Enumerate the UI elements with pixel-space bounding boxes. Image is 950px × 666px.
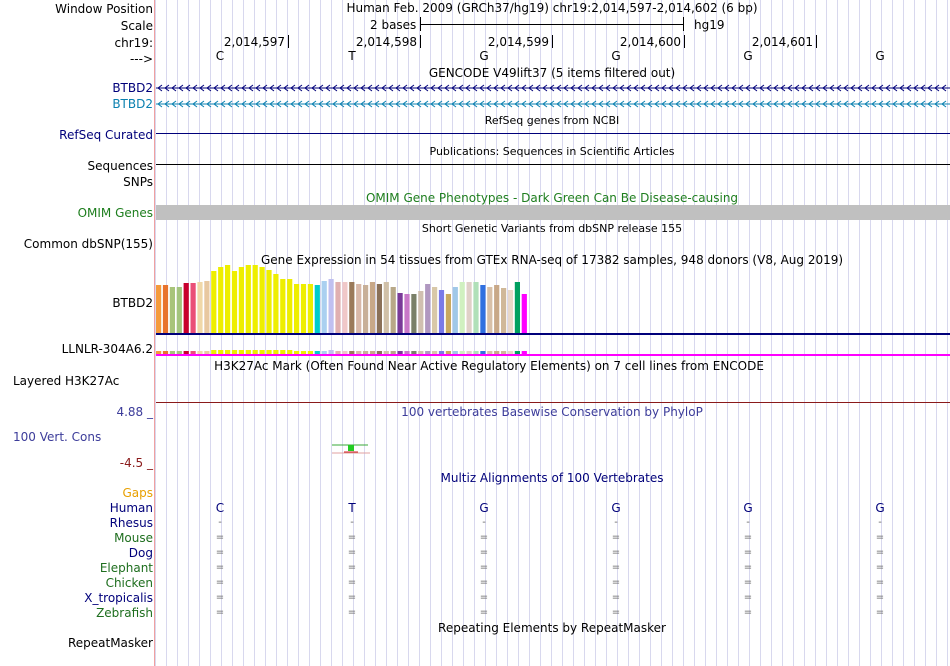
gtex-tissue-bar	[349, 282, 354, 333]
alignment-base-elephant: =	[215, 562, 225, 573]
gtex-tissue-bar	[329, 279, 334, 333]
alignment-base-elephant: =	[875, 562, 885, 573]
alignment-base-zebrafish: =	[743, 607, 753, 618]
gtex-tissue-bar	[473, 282, 478, 333]
alignment-base-chicken: =	[479, 577, 489, 588]
gtex-tissue-bar	[287, 279, 292, 333]
gtex-tissue-bar	[446, 294, 451, 333]
track-label-gaps[interactable]: Gaps	[122, 486, 153, 500]
gtex-baseline	[156, 333, 950, 335]
gtex-tissue-bar	[467, 282, 472, 333]
gtex-tissue-bar	[260, 267, 265, 333]
alignment-base-elephant: =	[611, 562, 621, 573]
base-letter: G	[479, 49, 489, 63]
gtex-tissue-bar	[294, 284, 299, 333]
window-position-text: Human Feb. 2009 (GRCh37/hg19) chr19:2,014,597-2,014,602 (6 bp)	[346, 1, 758, 15]
alignment-base-human: T	[348, 501, 356, 515]
coordinate-tick	[816, 35, 817, 48]
alignment-base-zebrafish: =	[479, 607, 489, 618]
gtex-tissue-bar	[487, 287, 492, 333]
track-label-common-dbsnp[interactable]: Common dbSNP(155)	[23, 237, 153, 251]
repeatmasker-track-title: Repeating Elements by RepeatMasker	[438, 621, 666, 635]
h3k27ac-track-title: H3K27Ac Mark (Often Found Near Active Regulatory Elements) on 7 cell lines from ENCODE	[214, 359, 764, 373]
base-letter: G	[611, 49, 621, 63]
scale-bar	[420, 17, 684, 31]
track-label-omim[interactable]: OMIM Genes	[77, 206, 153, 220]
gtex-tissue-bar	[232, 271, 237, 333]
alignment-base-chicken: =	[875, 577, 885, 588]
alignment-base-human: C	[215, 501, 225, 515]
h3k27ac-baseline[interactable]	[156, 402, 950, 403]
alignment-base-dog: =	[215, 547, 225, 558]
alignment-base-xtrop: =	[479, 592, 489, 603]
alignment-base-dog: =	[875, 547, 885, 558]
gtex-tissue-bar	[156, 285, 161, 333]
gtex-tissue-bar	[432, 287, 437, 333]
gtex-tissue-bar	[335, 282, 340, 333]
alignment-base-rhesus: -	[614, 517, 618, 528]
gtex-tissue-bar	[211, 271, 216, 333]
dbsnp-track-title: Short Genetic Variants from dbSNP release 155	[421, 222, 683, 235]
refseq-track-title: RefSeq genes from NCBI	[484, 114, 620, 127]
gtex-tissue-bar	[239, 267, 244, 333]
track-label-btbd2-b[interactable]: BTBD2	[112, 97, 153, 111]
gtex-tissue-bar	[266, 270, 271, 333]
alignment-base-rhesus: -	[218, 517, 222, 528]
alignment-base-human: G	[743, 501, 753, 515]
omim-gene-bar[interactable]	[156, 205, 950, 220]
gtex-tissue-bar	[315, 285, 320, 333]
coordinate-label: 2,014,600	[619, 35, 681, 49]
gtex-expression-bars[interactable]	[156, 266, 950, 336]
cons-max-label: 4.88 _	[116, 405, 153, 419]
gtex-tissue-bar	[425, 284, 430, 333]
track-label-snps[interactable]: SNPs	[123, 175, 153, 189]
alignment-base-chicken: =	[215, 577, 225, 588]
alignment-base-dog: =	[347, 547, 357, 558]
species-label-mouse[interactable]: Mouse	[114, 531, 153, 545]
coordinate-label: 2,014,599	[487, 35, 549, 49]
gtex-tissue-bar	[280, 279, 285, 333]
gtex-tissue-bar	[342, 282, 347, 333]
gtex-tissue-bar	[501, 288, 506, 333]
alignment-base-chicken: =	[347, 577, 357, 588]
gtex-tissue-bar	[301, 284, 306, 333]
label-strand: --->	[129, 52, 153, 66]
gtex-tissue-bar	[522, 294, 527, 333]
alignment-base-elephant: =	[479, 562, 489, 573]
llnlr-baseline	[156, 354, 950, 356]
alignment-base-chicken: =	[743, 577, 753, 588]
alignment-base-rhesus: -	[350, 517, 354, 528]
gtex-tissue-bar	[460, 282, 465, 333]
alignment-base-human: G	[479, 501, 489, 515]
alignment-base-xtrop: =	[875, 592, 885, 603]
alignment-base-human: G	[875, 501, 885, 515]
gtex-tissue-bar	[515, 282, 520, 333]
alignment-base-rhesus: -	[746, 517, 750, 528]
alignment-base-human: G	[611, 501, 621, 515]
gtex-tissue-bar	[508, 290, 513, 333]
species-label-rhesus[interactable]: Rhesus	[109, 516, 153, 530]
phylop-signal[interactable]	[330, 444, 372, 456]
publications-line[interactable]	[156, 164, 950, 165]
alignment-base-mouse: =	[215, 532, 225, 543]
gencode-track-title: GENCODE V49lift37 (5 items filtered out)	[428, 66, 676, 80]
alignment-base-xtrop: =	[347, 592, 357, 603]
alignment-base-zebrafish: =	[875, 607, 885, 618]
alignment-base-zebrafish: =	[215, 607, 225, 618]
gtex-tissue-bar	[253, 265, 258, 333]
track-label-cons[interactable]: 100 Vert. Cons	[13, 430, 102, 444]
coordinate-tick	[552, 35, 553, 48]
gtex-track-title: Gene Expression in 54 tissues from GTEx RNA-seq of 17382 samples, 948 donors (V8, Aug 2019)	[260, 253, 844, 267]
alignment-base-xtrop: =	[611, 592, 621, 603]
alignment-base-xtrop: =	[215, 592, 225, 603]
gtex-tissue-bar	[418, 291, 423, 333]
gtex-tissue-bar	[480, 285, 485, 333]
gtex-tissue-bar	[218, 267, 223, 333]
gtex-tissue-bar	[246, 265, 251, 333]
alignment-base-rhesus: -	[878, 517, 882, 528]
alignment-base-dog: =	[611, 547, 621, 558]
base-letter: C	[215, 49, 225, 63]
alignment-base-elephant: =	[743, 562, 753, 573]
gtex-tissue-bar	[356, 284, 361, 333]
alignment-base-xtrop: =	[743, 592, 753, 603]
gtex-tissue-bar	[322, 281, 327, 333]
phylop-track-title: 100 vertebrates Basewise Conservation by PhyloP	[401, 405, 703, 419]
track-label-sequences[interactable]: Sequences	[87, 159, 153, 173]
gtex-tissue-bar	[439, 290, 444, 333]
track-label-h3k27ac[interactable]: Layered H3K27Ac	[13, 374, 120, 388]
coordinate-tick	[288, 35, 289, 48]
gtex-tissue-bar	[391, 287, 396, 333]
gtex-tissue-bar	[170, 287, 175, 333]
gtex-tissue-bar	[411, 294, 416, 333]
label-chrom: chr19:	[114, 36, 153, 50]
coordinate-tick	[420, 35, 421, 48]
base-letter: G	[743, 49, 753, 63]
alignment-base-dog: =	[479, 547, 489, 558]
base-letter: G	[875, 49, 885, 63]
coordinate-tick	[684, 35, 685, 48]
species-label-human[interactable]: Human	[109, 501, 153, 515]
btbd2-transcript-a[interactable]	[156, 82, 950, 94]
gtex-tissue-bar	[184, 283, 189, 333]
alignment-base-mouse: =	[743, 532, 753, 543]
track-label-llnlr[interactable]: LLNLR-304A6.2	[61, 342, 153, 356]
alignment-base-zebrafish: =	[611, 607, 621, 618]
gtex-tissue-bar	[163, 285, 168, 333]
coordinate-label: 2,014,598	[355, 35, 417, 49]
gtex-tissue-bar	[225, 265, 230, 333]
species-label-xtropicalis[interactable]: X_tropicalis	[84, 591, 153, 605]
gtex-tissue-bar	[177, 287, 182, 333]
gtex-tissue-bar	[398, 293, 403, 333]
track-label-btbd2-a[interactable]: BTBD2	[112, 81, 153, 95]
track-label-refseq[interactable]: RefSeq Curated	[59, 128, 153, 142]
gtex-tissue-bar	[308, 284, 313, 333]
gtex-tissue-bar	[384, 282, 389, 333]
species-label-elephant[interactable]: Elephant	[99, 561, 153, 575]
track-label-repeatmasker[interactable]: RepeatMasker	[67, 636, 153, 650]
publications-track-title: Publications: Sequences in Scientific Articles	[429, 145, 675, 158]
gtex-tissue-bar	[363, 285, 368, 333]
btbd2-transcript-b[interactable]	[156, 98, 950, 110]
alignment-base-chicken: =	[611, 577, 621, 588]
gtex-tissue-bar	[273, 274, 278, 333]
base-letter: T	[348, 49, 356, 63]
assembly-label: hg19	[694, 18, 725, 32]
gtex-tissue-bar	[204, 281, 209, 333]
label-window-position: Window Position	[55, 2, 153, 16]
gtex-tissue-bar	[191, 283, 196, 333]
alignment-base-mouse: =	[347, 532, 357, 543]
gtex-tissue-bar	[453, 287, 458, 333]
track-label-btbd2-expression[interactable]: BTBD2	[112, 296, 153, 310]
coordinate-label: 2,014,597	[223, 35, 285, 49]
alignment-base-mouse: =	[611, 532, 621, 543]
alignment-base-rhesus: -	[482, 517, 486, 528]
alignment-base-dog: =	[743, 547, 753, 558]
cons-min-label: -4.5 _	[119, 456, 153, 470]
coordinate-label: 2,014,601	[751, 35, 813, 49]
refseq-gene-line[interactable]	[156, 133, 950, 134]
gtex-tissue-bar	[197, 282, 202, 333]
omim-track-title: OMIM Gene Phenotypes - Dark Green Can Be Disease-causing	[365, 191, 739, 205]
alignment-base-elephant: =	[347, 562, 357, 573]
alignment-base-zebrafish: =	[347, 607, 357, 618]
species-label-zebrafish[interactable]: Zebrafish	[96, 606, 153, 620]
gtex-tissue-bar	[370, 282, 375, 333]
multiz-track-title: Multiz Alignments of 100 Vertebrates	[440, 471, 664, 485]
gtex-tissue-bar	[377, 284, 382, 333]
scale-bar-text: 2 bases	[370, 18, 417, 32]
species-label-chicken[interactable]: Chicken	[105, 576, 153, 590]
alignment-base-mouse: =	[479, 532, 489, 543]
species-label-dog[interactable]: Dog	[128, 546, 153, 560]
gtex-tissue-bar	[494, 285, 499, 333]
label-scale: Scale	[120, 19, 153, 33]
alignment-base-mouse: =	[875, 532, 885, 543]
gtex-tissue-bar	[404, 294, 409, 333]
